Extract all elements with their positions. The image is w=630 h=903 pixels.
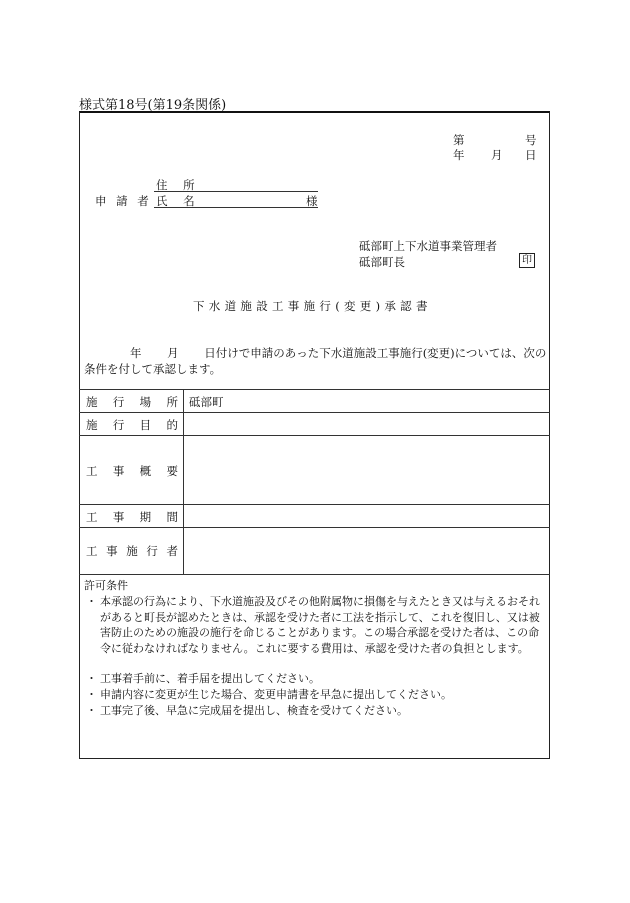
label-char: 行 <box>112 418 125 432</box>
condition-item <box>86 687 546 703</box>
address-underline <box>154 191 318 192</box>
label-char: 工 <box>86 544 98 558</box>
condition-text: 申請内容に変更が生じた場合、変更申請書を早急に提出してください。 <box>100 688 452 701</box>
date-year: 年 <box>453 148 465 162</box>
bullet-icon: ・ <box>86 688 97 701</box>
label-char: 的 <box>166 418 178 432</box>
label-char: 間 <box>166 510 178 524</box>
bullet-icon: ・ <box>86 672 97 685</box>
body-text-1: 年 月 日付けで申請のあった下水道施設工事施行(変更)については、次の <box>130 346 547 360</box>
address-label: 住 所 <box>156 178 201 192</box>
date-month: 月 <box>491 148 503 162</box>
label-char: 要 <box>166 464 178 478</box>
label-char: 概 <box>139 464 152 478</box>
label-char: 所 <box>166 395 178 409</box>
label-char: 施 <box>86 395 98 409</box>
table-line <box>79 435 550 436</box>
label-char: 工 <box>86 464 98 478</box>
bullet-icon: ・ <box>86 704 97 717</box>
condition-text: 本承認の行為により、下水道施設及びその他附属物に損傷を与えたとき又は与えるおそれがあると町長が認めたときは、承認を受けた者に工法を指示して、これを復旧し、又は被害防止のための施設の施行を命じることがあります。この場合承認を受けた者は、この命令に従わなければなりません。これに要する費用は、承認を受けた者の負担とします。 <box>100 595 540 655</box>
site-value: 砥部町 <box>189 395 224 409</box>
label-char: 者 <box>166 544 178 558</box>
bullet-icon: ・ <box>86 595 97 608</box>
label-char: 行 <box>146 544 158 558</box>
row-label-site <box>86 394 178 410</box>
label-char: 工 <box>86 510 98 524</box>
table-line <box>79 389 550 390</box>
condition-text: 工事着手前に、着手届を提出してください。 <box>100 672 320 685</box>
label-char: 施 <box>126 544 138 558</box>
label-char: 事 <box>106 544 118 558</box>
condition-item <box>86 594 546 656</box>
issuer-line1: 砥部町上下水道事業管理者 <box>359 239 497 253</box>
form-label: 様式第18号(第19条関係) <box>79 98 227 113</box>
table-line <box>79 574 550 575</box>
seal-stamp: 印 <box>519 253 535 268</box>
row-label-contractor <box>86 543 178 559</box>
table-line <box>79 412 550 413</box>
conditions-heading: 許可条件 <box>84 579 128 592</box>
row-label-period <box>86 509 178 525</box>
date-day: 日 <box>525 148 537 162</box>
honorific: 様 <box>306 194 318 208</box>
condition-item <box>86 703 546 719</box>
label-char: 施 <box>86 418 98 432</box>
name-label: 氏 名 <box>156 194 201 208</box>
table-line <box>79 527 550 528</box>
number-suffix: 号 <box>525 133 537 147</box>
name-underline <box>154 207 318 208</box>
document-title: 下水道施設工事施行(変更)承認書 <box>193 299 432 313</box>
issuer-line2: 砥部町長 <box>359 255 405 269</box>
label-char: 期 <box>139 510 152 524</box>
number-label: 第 <box>453 133 465 147</box>
label-char: 事 <box>112 510 125 524</box>
condition-item <box>86 671 546 687</box>
applicant-label: 申 請 者 <box>95 194 152 208</box>
row-label-outline <box>86 463 178 479</box>
label-char: 事 <box>112 464 125 478</box>
label-char: 行 <box>112 395 125 409</box>
condition-text: 工事完了後、早急に完成届を提出し、検査を受けてください。 <box>100 704 408 717</box>
table-column-divider <box>183 389 184 574</box>
table-line <box>79 504 550 505</box>
label-char: 目 <box>139 418 152 432</box>
row-label-purpose <box>86 417 178 433</box>
label-char: 場 <box>139 395 152 409</box>
body-text-2: 条件を付して承認します。 <box>84 362 222 376</box>
